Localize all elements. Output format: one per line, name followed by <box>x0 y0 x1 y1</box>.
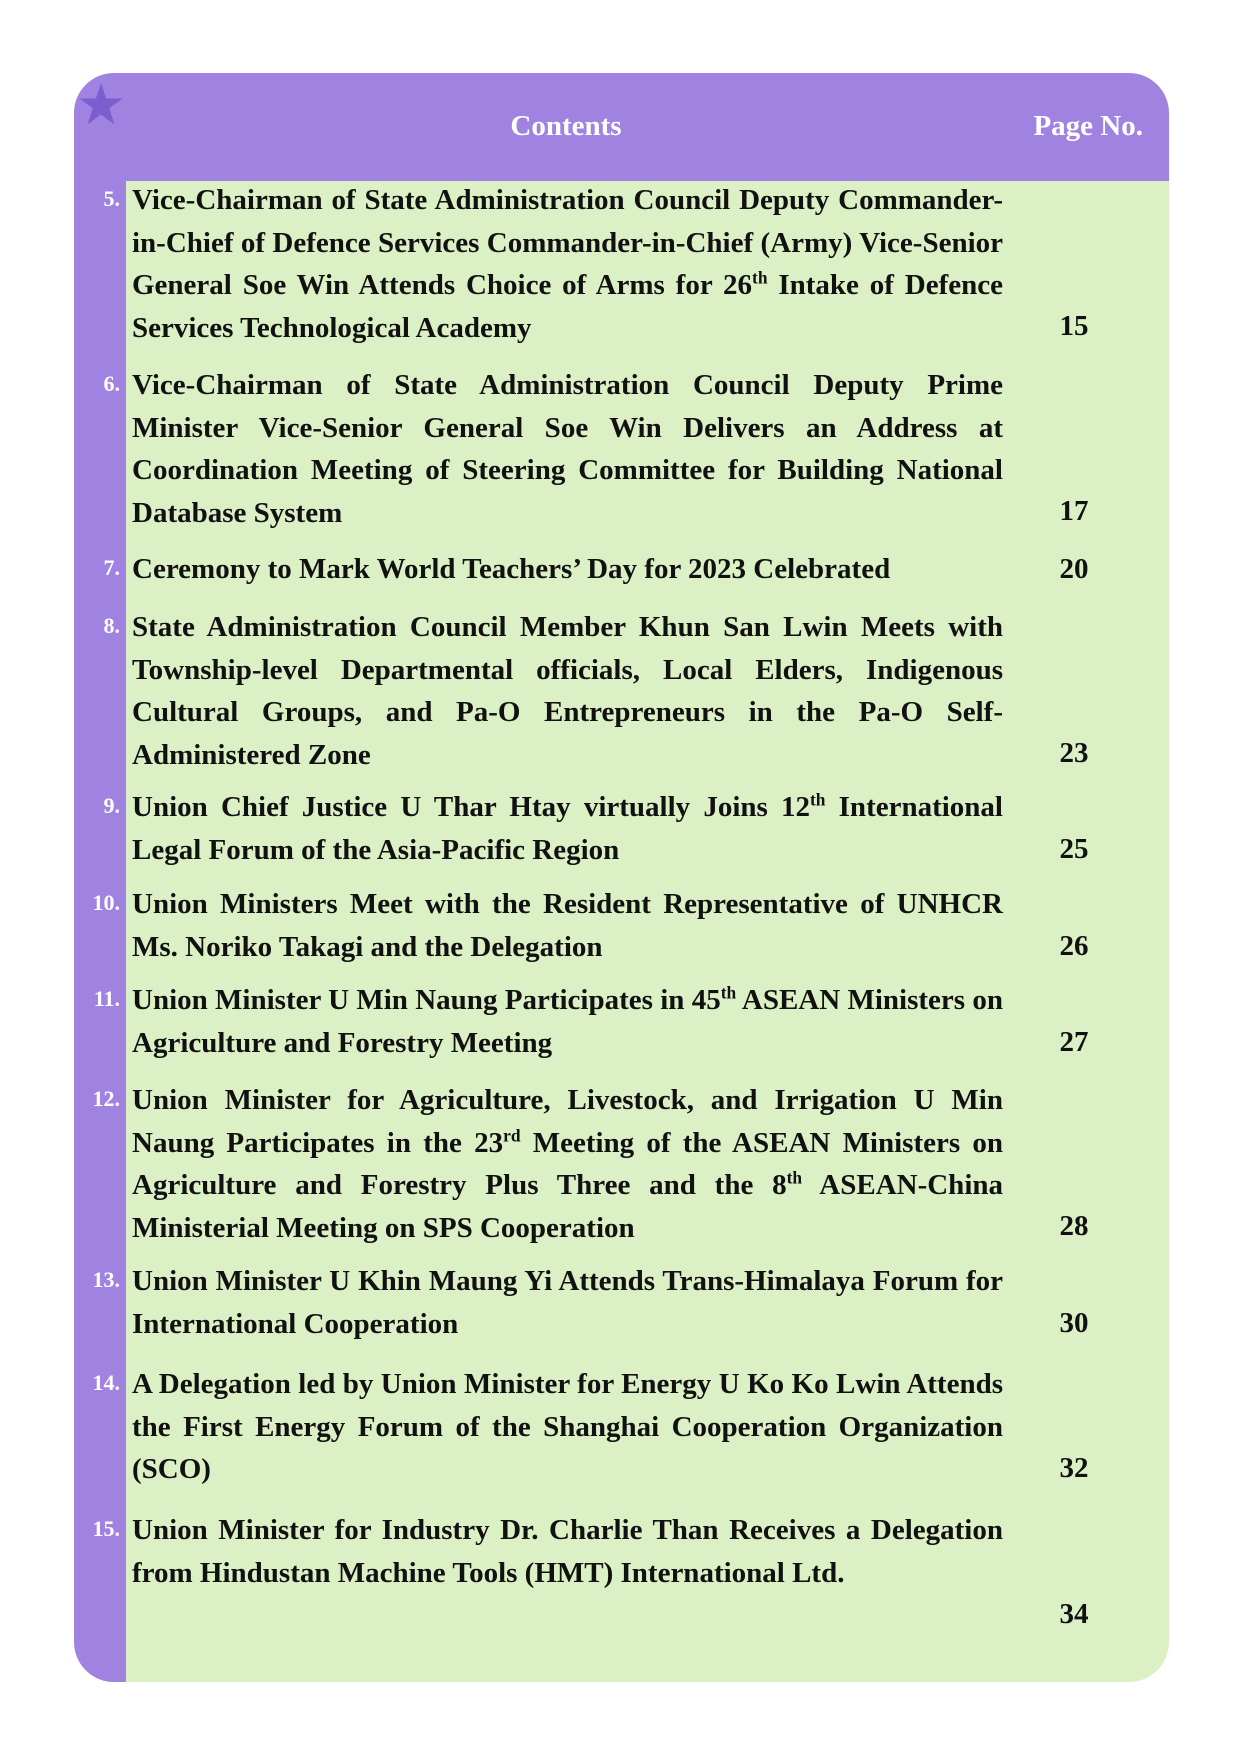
contents-header <box>126 73 1169 181</box>
entry-number: 6. <box>103 371 120 396</box>
entry-page-number: 34 <box>1059 1598 1089 1630</box>
entry-title[interactable]: Union Ministers Meet with the Resident Representative of UNHCR Ms. Noriko Takagi and the Delegation <box>132 888 1003 963</box>
entry-number: 9. <box>103 793 120 818</box>
entry-page-number: 30 <box>1059 1307 1089 1339</box>
entry-number: 5. <box>103 186 120 211</box>
star-icon <box>78 81 124 127</box>
number-column-strip <box>74 73 126 1682</box>
entry-page-number: 27 <box>1059 1026 1089 1058</box>
entry-number: 14. <box>92 1370 120 1395</box>
entry-title[interactable]: Vice-Chairman of State Administration Council Deputy Commander-in-Chief of Defence Services Commander-in-Chief (Army) Vice-Senior General Soe Win Attends Choice of Arms for 26th Intake of Defence Services Technological Academy <box>132 184 1003 344</box>
entry-number: 7. <box>103 555 120 580</box>
entry-number: 8. <box>103 613 120 638</box>
contents-heading: Contents <box>510 110 622 142</box>
entry-title[interactable]: Vice-Chairman of State Administration Council Deputy Prime Minister Vice-Senior General Soe Win Delivers an Address at Coordination Meeting of Steering Committee for Building National Database System <box>132 369 1003 529</box>
entry-title[interactable]: A Delegation led by Union Minister for Energy U Ko Ko Lwin Attends the First Energy Forum of the Shanghai Cooperation Organization (SCO) <box>132 1368 1003 1485</box>
entry-title[interactable]: Union Minister U Khin Maung Yi Attends Trans-Himalaya Forum for International Cooperation <box>132 1265 1003 1340</box>
entry-title[interactable]: Ceremony to Mark World Teachers’ Day for 2023 Celebrated <box>132 553 891 585</box>
entry-page-number: 15 <box>1059 310 1089 342</box>
entry-page-number: 23 <box>1059 737 1089 769</box>
entry-number: 10. <box>92 890 120 915</box>
entry-page-number: 32 <box>1059 1452 1089 1484</box>
entry-title[interactable]: Union Minister U Min Naung Participates in 45th ASEAN Ministers on Agriculture and Forestry Meeting <box>132 982 1003 1059</box>
entry-page-number: 26 <box>1059 930 1089 962</box>
page-number-heading: Page No. <box>1033 110 1143 142</box>
entry-page-number: 17 <box>1059 495 1089 527</box>
entry-number: 11. <box>93 986 120 1011</box>
entry-number: 12. <box>92 1086 120 1111</box>
entry-title[interactable]: State Administration Council Member Khun San Lwin Meets with Township-level Departmental officials, Local Elders, Indigenous Cultural Groups, and Pa-O Entrepreneurs in the Pa-O Self-Administered Zone <box>132 611 1003 771</box>
entry-page-number: 20 <box>1059 553 1089 585</box>
entry-page-number: 25 <box>1059 833 1089 865</box>
entry-title[interactable]: Union Minister for Agriculture, Livestock, and Irrigation U Min Naung Participates in the 23rd Meeting of the ASEAN Ministers on Agriculture and Forestry Plus Three and the 8th ASEAN-China Ministerial Meeting on SPS Cooperation <box>132 1084 1003 1244</box>
entry-title[interactable]: Union Chief Justice U Thar Htay virtually Joins 12th International Legal Forum of the Asia-Pacific Region <box>132 789 1003 866</box>
entry-title[interactable]: Union Minister for Industry Dr. Charlie Than Receives a Delegation from Hindustan Machine Tools (HMT) International Ltd. <box>132 1514 1003 1589</box>
entry-number: 13. <box>92 1267 120 1292</box>
entry-number: 15. <box>92 1516 120 1541</box>
entry-page-number: 28 <box>1059 1210 1089 1242</box>
contents-panel <box>74 73 1169 1682</box>
